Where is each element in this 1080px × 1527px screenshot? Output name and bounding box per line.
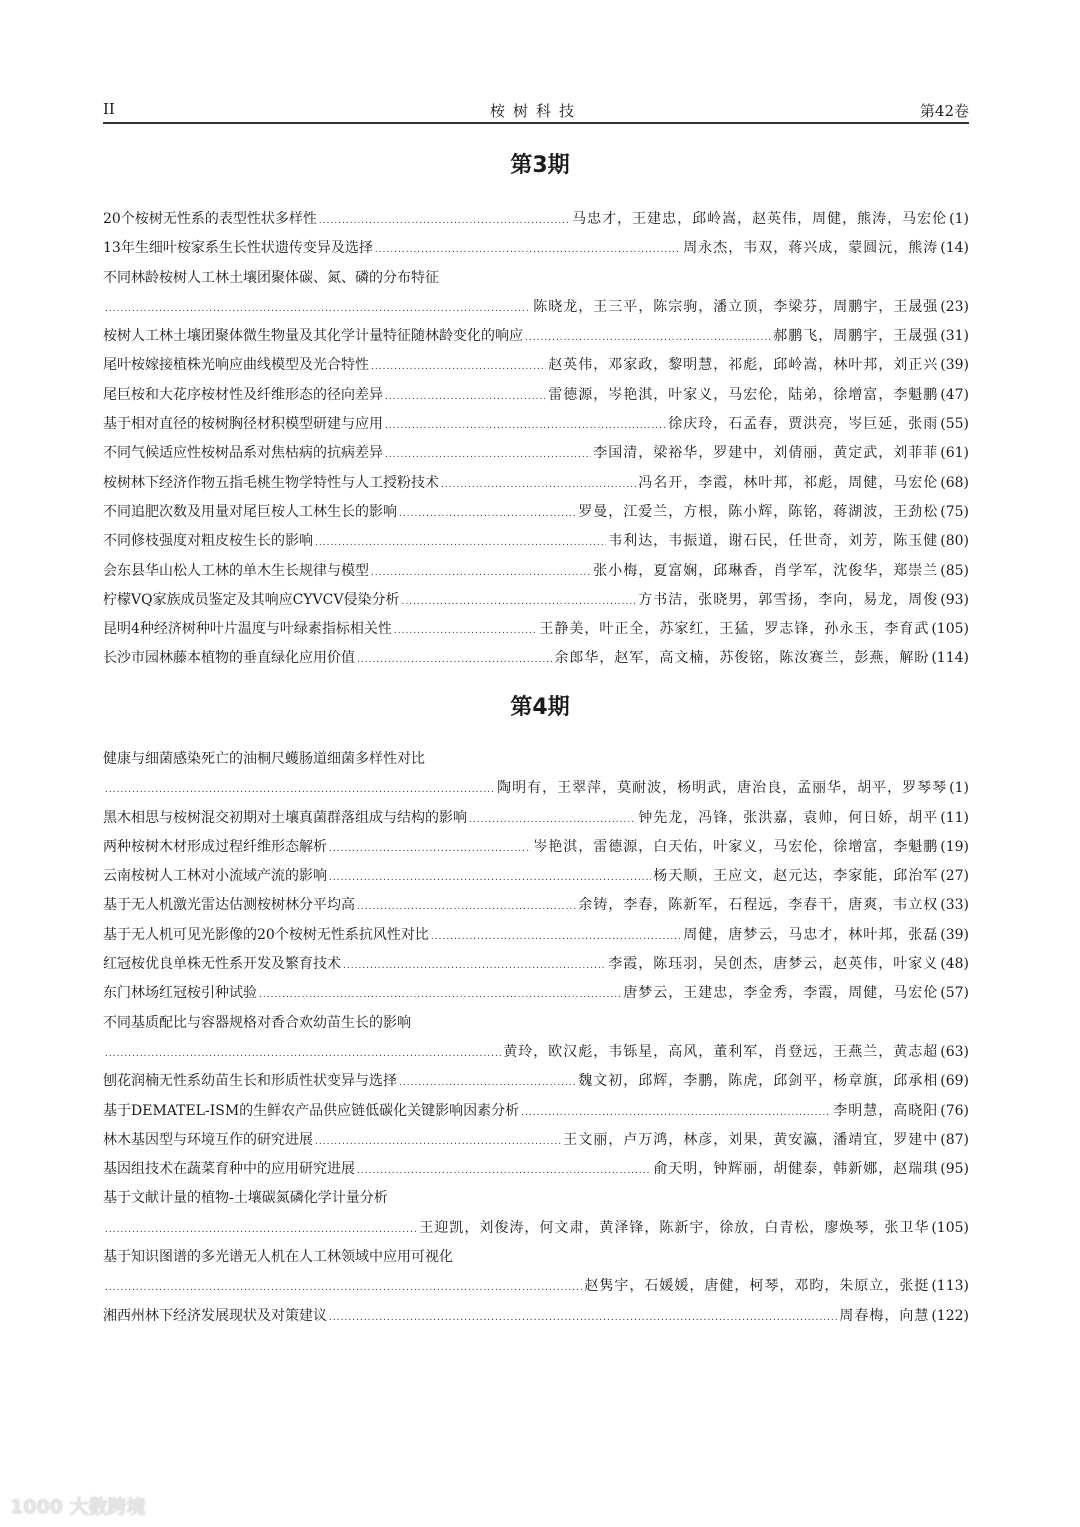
article-authors: 马忠才，王建忠，邱岭嵩，赵英伟，周健，熊涛，马宏伦 — [572, 211, 948, 227]
article-page: (31) — [940, 328, 969, 345]
article-title: 湘西州林下经济发展现状及对策建议 — [103, 1307, 327, 1324]
toc-entry-title-line — [103, 1184, 969, 1213]
article-authors: 唐梦云，王建忠，李金秀，李霞，周健，马宏伦 — [623, 985, 939, 1002]
toc-entry-title-line — [103, 1243, 969, 1272]
article-title: 尾叶桉嫁接植株光响应曲线模型及光合特性 — [103, 357, 369, 374]
toc-entry — [103, 234, 969, 263]
toc-entry — [103, 410, 969, 439]
article-page: (48) — [940, 956, 969, 973]
article-page: (114) — [931, 650, 969, 667]
article-title: 不同追肥次数及用量对尾巨桉人工林生长的影响 — [103, 503, 397, 520]
leader-dots — [401, 588, 636, 617]
toc-entry-title-line — [103, 264, 969, 293]
leader-dots — [357, 893, 576, 922]
toc-entry — [103, 950, 969, 979]
article-page: (1) — [949, 780, 969, 797]
article-title: 云南桉树人工林对小流域产流的影响 — [103, 868, 327, 885]
leader-dots — [329, 835, 531, 864]
page-number: II — [103, 100, 115, 118]
leader-dots — [105, 295, 531, 324]
article-title: 基于相对直径的桉树胸径材积模型研建与应用 — [103, 416, 383, 433]
toc-entry — [103, 498, 969, 527]
running-header — [103, 98, 969, 124]
article-page: (39) — [940, 926, 969, 943]
leader-dots — [319, 207, 570, 236]
leader-dots — [105, 1274, 582, 1303]
article-title: 林木基因型与环境互作的研究进展 — [103, 1131, 313, 1148]
article-page: (105) — [931, 1219, 969, 1236]
article-authors: 赵英伟，邓家政，黎明慧，祁彪，邱岭嵩，林叶邦，刘正兴 — [548, 357, 939, 374]
toc-entry-author-line — [103, 1038, 969, 1067]
leader-dots — [431, 923, 681, 952]
leader-dots — [371, 353, 546, 382]
article-authors: 余郎华，赵军，高文楠，苏俊铭，陈汝赛兰，彭燕，解盼 — [554, 650, 930, 667]
article-title: 红冠桉优良单株无性系开发及繁育技术 — [103, 956, 341, 973]
toc-entry — [103, 644, 969, 673]
toc-entry-title-line — [103, 1009, 969, 1038]
article-title: 昆明4种经济树种叶片温度与叶绿素指标相关性 — [103, 621, 392, 638]
toc-entry — [103, 557, 969, 586]
article-title: 基于无人机激光雷达估测桉树林分平均高 — [103, 897, 355, 914]
article-page: (122) — [931, 1307, 969, 1324]
toc-entry-author-line — [103, 1272, 969, 1301]
article-title: 会东县华山松人工林的单木生长规律与模型 — [103, 562, 369, 579]
leader-dots — [357, 646, 552, 675]
article-page: (11) — [940, 809, 969, 826]
leader-dots — [385, 383, 546, 412]
toc-entry — [103, 586, 969, 615]
article-page: (113) — [931, 1278, 969, 1295]
article-authors: 杨天顺，王应文，赵元达，李家能，邱治军 — [653, 868, 939, 885]
article-title: 黑木相思与桉树混交初期对土壤真菌群落组成与结构的影响 — [103, 809, 467, 826]
toc-entry — [103, 891, 969, 920]
leader-dots — [399, 1069, 576, 1098]
article-title: 东门林场红冠桉引种试验 — [103, 985, 257, 1002]
leader-dots — [343, 952, 606, 981]
leader-dots — [385, 441, 591, 470]
article-page: (33) — [940, 897, 969, 914]
watermark-logo: 1000 大数跨境 — [10, 1496, 146, 1518]
toc-entry — [103, 1097, 969, 1126]
article-authors: 周健，唐梦云，马忠才，林叶邦，张磊 — [683, 926, 939, 943]
article-authors: 郝鹏飞，周鹏宇，王晟强 — [773, 328, 939, 345]
article-authors: 周春梅，向慧 — [839, 1307, 930, 1324]
article-title: 尾巨桉和大花序桉材性及纤维形态的径向差异 — [103, 386, 383, 403]
leader-dots — [371, 559, 591, 588]
article-authors: 王静美，叶正全，苏家红，王猛，罗志锋，孙永玉，李育武 — [539, 621, 930, 638]
leader-dots — [469, 806, 636, 835]
article-page: (69) — [940, 1073, 969, 1090]
article-title: 两种桉树木材形成过程纤维形态解析 — [103, 838, 327, 855]
toc-entry — [103, 1126, 969, 1155]
article-page: (85) — [940, 562, 969, 579]
leader-dots — [521, 1099, 831, 1128]
article-title: 20个桉树无性系的表型性状多样性 — [103, 211, 317, 227]
article-title: 基于文献计量的植物-土壤碳氮磷化学计量分析 — [103, 1190, 388, 1207]
article-page: (75) — [940, 503, 969, 520]
toc-entry — [103, 322, 969, 351]
article-authors: 周永杰，韦双，蒋兴成，蒙圆沅，熊涛 — [683, 240, 939, 257]
article-authors: 钟先龙，冯锋，张洪嘉，袁帅，何日娇，胡平 — [638, 809, 939, 826]
article-title: 桉树林下经济作物五指毛桃生物学特性与人工授粉技术 — [103, 474, 439, 491]
article-page: (105) — [931, 621, 969, 638]
leader-dots — [525, 324, 771, 353]
leader-dots — [315, 529, 606, 558]
article-page: (47) — [940, 386, 969, 403]
article-page: (55) — [940, 416, 969, 433]
article-page: (63) — [940, 1043, 969, 1060]
toc-entry — [103, 1067, 969, 1096]
article-authors: 王迎凯，刘俊涛，何文肃，黄泽锋，陈新宇，徐放，白青松，廖焕琴，张卫华 — [419, 1219, 930, 1236]
article-authors: 岑艳淇，雷德源，白天佑，叶家义，马宏伦，徐增富，李魁鹏 — [533, 838, 939, 855]
toc-entry — [103, 469, 969, 498]
article-authors: 王文丽，卢万鸿，林彦，刘果，黄安瀛，潘靖宜，罗建中 — [563, 1131, 939, 1148]
article-page: (68) — [940, 474, 969, 491]
article-title: 桉树人工林土壤团聚体微生物量及其化学计量特征随林龄变化的响应 — [103, 328, 523, 345]
toc-entry — [103, 979, 969, 1008]
article-authors: 雷德源，岑艳淇，叶家义，马宏伦，陆弟，徐增富，李魁鹏 — [548, 386, 939, 403]
leader-dots — [105, 776, 495, 805]
article-title: 13年生细叶桉家系生长性状遗传变异及选择 — [103, 240, 373, 257]
article-authors: 李国清，梁裕华，罗建中，刘倩丽，黄定武，刘菲菲 — [593, 445, 939, 462]
article-page: (76) — [940, 1102, 969, 1119]
article-authors: 俞天明，钟辉丽，胡健泰，韩新娜，赵瑞琪 — [653, 1161, 939, 1178]
article-authors: 徐庆玲，石孟春，贾洪亮，岑巨延，张雨 — [668, 416, 939, 433]
article-authors: 韦利达，韦振道，谢石民，任世奇，刘芳，陈玉健 — [608, 533, 939, 550]
article-page: (19) — [940, 838, 969, 855]
toc-entry — [103, 862, 969, 891]
article-authors: 余铸，李春，陈新军，石程远，李春干，唐爽，韦立权 — [578, 897, 939, 914]
article-authors: 陈晓龙，王三平，陈宗驹，潘立顶，李梁芬，周鹏宇，王晟强 — [533, 298, 939, 315]
article-authors: 李霞，陈珏羽，吴创杰，唐梦云，赵英伟，叶家义 — [608, 956, 939, 973]
toc-entry — [103, 439, 969, 468]
leader-dots — [315, 1128, 561, 1157]
toc-entry — [103, 833, 969, 862]
leader-dots — [399, 500, 576, 529]
toc-entry — [103, 1302, 969, 1331]
article-page: (87) — [940, 1131, 969, 1148]
toc-entry-title-line — [103, 745, 969, 774]
issue-4-toc — [103, 745, 969, 1331]
article-page: (23) — [940, 298, 969, 315]
article-page: (39) — [940, 357, 969, 374]
leader-dots — [329, 864, 651, 893]
leader-dots — [105, 1216, 417, 1245]
issue-title-4: 第4期 — [510, 695, 570, 720]
article-authors: 李明慧，高晓阳 — [833, 1102, 939, 1119]
article-title: 基于无人机可见光影像的20个桉树无性系抗风性对比 — [103, 926, 429, 943]
article-authors: 冯名开，李霞，林叶邦，祁彪，周健，马宏伦 — [638, 474, 939, 491]
article-title: 健康与细菌感染死亡的油桐尺蠖肠道细菌多样性对比 — [103, 751, 425, 767]
article-authors: 陶明有，王翠萍，莫耐波，杨明武，唐治良，孟丽华，胡平，罗琴琴 — [497, 780, 948, 797]
toc-entry — [103, 804, 969, 833]
article-page: (93) — [940, 591, 969, 608]
article-authors: 赵隽宇，石媛媛，唐健，柯琴，邓昀，朱原立，张挺 — [584, 1278, 930, 1295]
article-title: 基于知识图谱的多光谱无人机在人工林领域中应用可视化 — [103, 1249, 453, 1266]
toc-entry-author-line — [103, 293, 969, 322]
article-authors: 张小梅，夏富娴，邱琳香，肖学军，沈俊华，郑崇兰 — [593, 562, 939, 579]
article-authors: 黄玲，欧汉彪，韦铄星，高风，董利军，肖登远，王燕兰，黄志超 — [503, 1043, 939, 1060]
toc-entry — [103, 1155, 969, 1184]
leader-dots — [105, 1040, 501, 1069]
article-page: (57) — [940, 985, 969, 1002]
toc-entry — [103, 381, 969, 410]
toc-entry-author-line — [103, 774, 969, 803]
leader-dots — [259, 981, 621, 1010]
article-title: 柠檬VQ家族成员鉴定及其响应CYVCV侵染分析 — [103, 591, 400, 608]
issue-title-3: 第3期 — [510, 153, 570, 178]
article-title: 基于DEMATEL-ISM的生鲜农产品供应链低碳化关键影响因素分析 — [103, 1102, 520, 1119]
leader-dots — [357, 1157, 651, 1186]
article-page: (27) — [940, 868, 969, 885]
issue-3-toc — [103, 205, 969, 674]
leader-dots — [385, 412, 666, 441]
toc-entry — [103, 205, 969, 234]
article-title: 基因组技术在蔬菜育种中的应用研究进展 — [103, 1161, 355, 1178]
leader-dots — [441, 471, 636, 500]
leader-dots — [394, 617, 537, 646]
journal-title: 桉树科技 — [489, 102, 582, 120]
article-page: (61) — [940, 445, 969, 462]
article-page: (1) — [949, 211, 969, 227]
toc-entry — [103, 921, 969, 950]
article-title: 不同气候适应性桉树品系对焦枯病的抗病差异 — [103, 445, 383, 462]
toc-entry — [103, 351, 969, 380]
article-authors: 方书洁，张晓男，郭雪扬，李向，易龙，周俊 — [638, 591, 939, 608]
toc-entry — [103, 615, 969, 644]
leader-dots — [375, 236, 681, 265]
article-page: (80) — [940, 533, 969, 550]
article-title: 不同修枝强度对粗皮桉生长的影响 — [103, 533, 313, 550]
article-authors: 魏文初，邱辉，李鹏，陈虎，邱剑平，杨章旗，邱承相 — [578, 1073, 939, 1090]
toc-entry-author-line — [103, 1214, 969, 1243]
article-title: 长沙市园林藤本植物的垂直绿化应用价值 — [103, 650, 355, 667]
leader-dots — [329, 1304, 837, 1333]
article-title: 不同林龄桉树人工林土壤团聚体碳、氮、磷的分布特征 — [103, 269, 439, 286]
article-title: 刨花润楠无性系幼苗生长和形质性状变异与选择 — [103, 1073, 397, 1090]
volume-label: 第42卷 — [919, 102, 969, 120]
toc-entry — [103, 527, 969, 556]
article-authors: 罗曼，江爱兰，方根，陈小辉，陈铭，蒋湖波，王劲松 — [578, 503, 939, 520]
article-page: (95) — [940, 1161, 969, 1178]
article-title: 不同基质配比与容器规格对香合欢幼苗生长的影响 — [103, 1014, 411, 1031]
article-page: (14) — [940, 240, 969, 257]
